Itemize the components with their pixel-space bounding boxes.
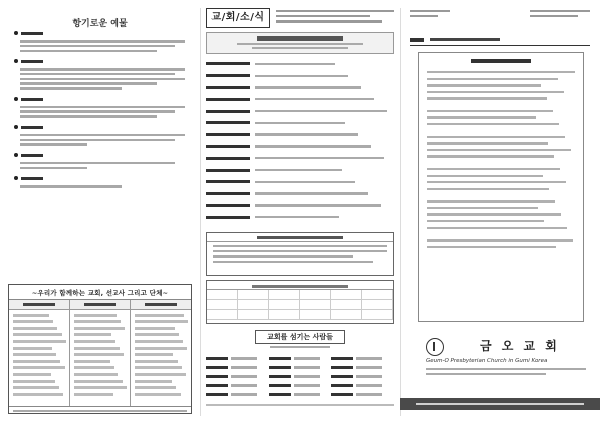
church-address [426, 368, 586, 370]
church-news-panel [200, 0, 400, 424]
sermon-box-title [471, 59, 531, 63]
offering-panel [0, 0, 200, 424]
news-item [206, 58, 394, 70]
weekly-schedule-title [257, 36, 343, 41]
church-logo-icon [426, 338, 444, 356]
news-item [206, 105, 394, 117]
staff-section-subtitle [270, 346, 330, 348]
prayer-box-title: ~우리가 함께하는 교회, 선교사 그리고 단체~ [9, 285, 191, 300]
church-identity [410, 334, 590, 384]
event-box-title [207, 233, 393, 242]
offering-section-heading [14, 152, 190, 160]
prayer-columns [9, 300, 191, 406]
offering-section [14, 124, 190, 146]
offering-section [14, 58, 190, 89]
news-title: 교/회/소/식 [206, 8, 270, 28]
event-box [206, 232, 394, 276]
offering-section-heading [14, 175, 190, 183]
offering-section-heading [14, 124, 190, 132]
service-schedule-table [206, 280, 394, 324]
offering-section-heading [14, 58, 190, 66]
prayer-partners-box [8, 284, 192, 414]
prayer-column-header [70, 300, 130, 310]
bulletin-issue-info [410, 10, 590, 26]
prayer-column-header [131, 300, 191, 310]
news-item [206, 152, 394, 164]
sermon-heading [410, 34, 590, 46]
staff-row [206, 354, 394, 363]
offering-sections [14, 30, 190, 194]
staff-section-title: 교회를 섬기는 사람들 [255, 330, 345, 344]
news-item [206, 188, 394, 200]
service-table-title [207, 281, 393, 290]
prayer-column [70, 300, 131, 406]
worship-info [276, 10, 394, 26]
news-item [206, 211, 394, 223]
news-item [206, 164, 394, 176]
motto-band [400, 398, 600, 410]
offering-section-heading [14, 96, 190, 104]
prayer-column [131, 300, 191, 406]
news-item [206, 141, 394, 153]
offering-section [14, 30, 190, 52]
news-item [206, 93, 394, 105]
news-item [206, 200, 394, 212]
staff-row [206, 390, 394, 399]
news-list [206, 58, 394, 223]
news-header [206, 8, 394, 28]
prayer-column-header [9, 300, 69, 310]
staff-footer [206, 404, 394, 406]
church-english-name: Geum-O Presbyterian Church in Gumi Korea [426, 358, 548, 364]
prayer-box-footer [9, 406, 191, 415]
staff-row [206, 363, 394, 372]
staff-row [206, 381, 394, 390]
offering-section [14, 152, 190, 169]
offering-title: 항기로운 예물 [72, 19, 128, 29]
church-contact [426, 373, 546, 375]
offering-section [14, 175, 190, 188]
news-item [206, 82, 394, 94]
news-item [206, 117, 394, 129]
prayer-column [9, 300, 70, 406]
church-name: 금 오 교 회 [480, 339, 560, 353]
news-item [206, 176, 394, 188]
staff-list [206, 354, 394, 399]
staff-row [206, 372, 394, 381]
offering-section [14, 96, 190, 118]
offering-section-heading [14, 30, 190, 38]
cover-panel [400, 0, 600, 424]
news-item [206, 129, 394, 141]
weekly-schedule-box [206, 32, 394, 54]
news-item [206, 70, 394, 82]
sermon-text-box [418, 52, 584, 322]
